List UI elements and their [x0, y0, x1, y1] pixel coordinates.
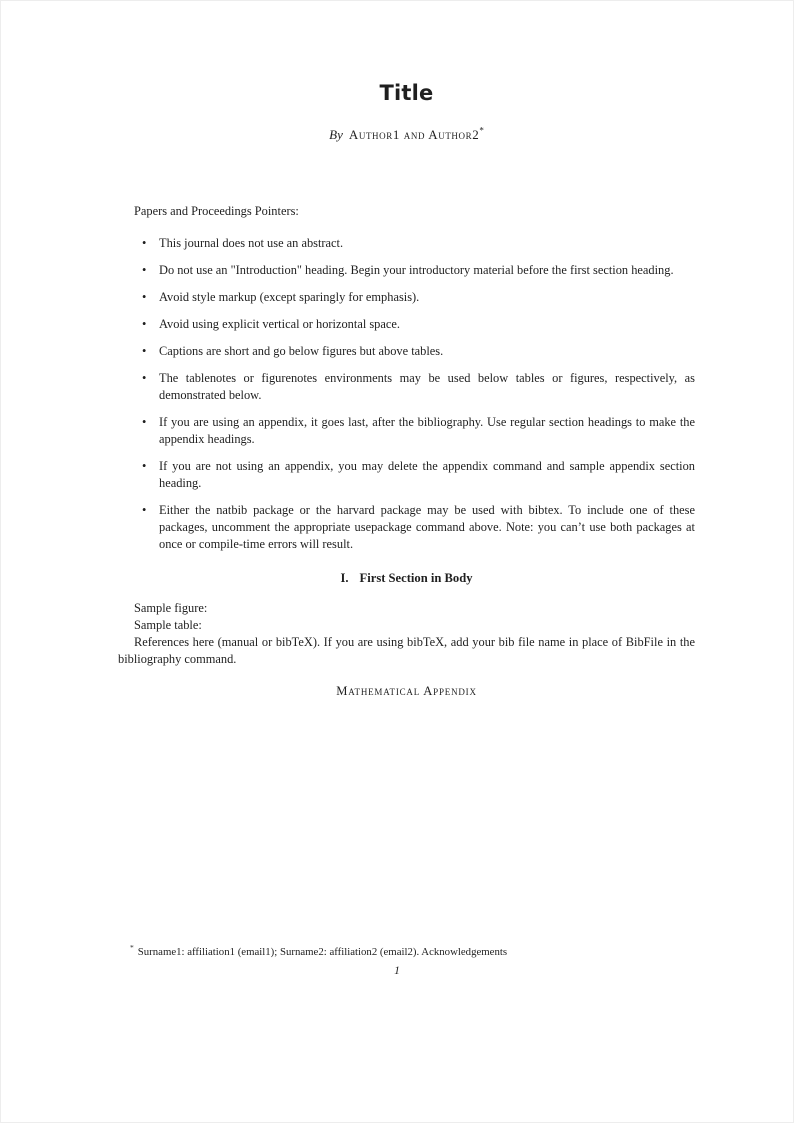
bullet-icon: • — [142, 503, 147, 517]
list-item — [118, 502, 695, 553]
list-item — [118, 235, 695, 252]
bullet-icon: • — [142, 263, 147, 277]
bullet-icon: • — [142, 371, 147, 385]
bullet-icon: • — [142, 317, 147, 331]
section-number: I. — [340, 571, 349, 585]
references-paragraph: References here (manual or bibTeX). If you are using bibTeX, add your bib file name in place of BibFile in the bibliography command. — [118, 635, 695, 666]
appendix-heading: Mathematical Appendix — [336, 684, 477, 698]
bullet-icon: • — [142, 415, 147, 429]
footnote — [118, 945, 695, 959]
footnote-marker: * — [130, 943, 134, 953]
list-item-text: The tablenotes or figurenotes environments may be used below tables or figures, respectively, as demonstrated below. — [159, 371, 695, 402]
page-title: Title — [379, 81, 434, 105]
list-item — [118, 370, 695, 404]
list-item — [118, 414, 695, 448]
byline-by: By — [329, 127, 343, 142]
list-item-text: Do not use an "Introduction" heading. Begin your introductory material before the first section heading. — [159, 263, 674, 277]
bullet-icon: • — [142, 290, 147, 304]
list-item — [118, 343, 695, 360]
section-title: First Section in Body — [359, 571, 473, 585]
page-number: 1 — [394, 965, 400, 977]
text-block — [118, 1, 695, 700]
pointer-list — [118, 235, 695, 553]
list-item-text: Either the natbib package or the harvard package may be used with bibtex. To include one of these packages, uncomment the appropriate usepackage command above. Note: you can’t use both packages at once or compile-time errors will result. — [159, 503, 695, 551]
bullet-icon: • — [142, 459, 147, 473]
sample-figure-paragraph: Sample figure: — [134, 601, 208, 615]
list-item-text: This journal does not use an abstract. — [159, 236, 344, 250]
sample-table-paragraph: Sample table: — [134, 618, 202, 632]
list-item — [118, 289, 695, 306]
byline-authors: Author1 and Author2 — [348, 127, 480, 142]
list-item-text: If you are not using an appendix, you may delete the appendix command and sample appendix section heading. — [159, 459, 695, 490]
list-item — [118, 316, 695, 333]
footnote-text: Surname1: affiliation1 (email1); Surname2: affiliation2 (email2). Acknowledgements — [137, 946, 508, 958]
bullet-icon: • — [142, 236, 147, 250]
intro-paragraph: Papers and Proceedings Pointers: — [134, 204, 299, 218]
bullet-icon: • — [142, 344, 147, 358]
list-item-text: If you are using an appendix, it goes last, after the bibliography. Use regular section headings to make the appendix headings. — [159, 415, 695, 446]
byline — [118, 126, 695, 143]
list-item — [118, 262, 695, 279]
list-item-text: Avoid using explicit vertical or horizontal space. — [159, 317, 400, 331]
list-item — [118, 458, 695, 492]
byline-footnote-marker: * — [479, 125, 484, 136]
list-item-text: Captions are short and go below figures but above tables. — [159, 344, 444, 358]
section-heading — [118, 570, 695, 587]
list-item-text: Avoid style markup (except sparingly for emphasis). — [159, 290, 420, 304]
